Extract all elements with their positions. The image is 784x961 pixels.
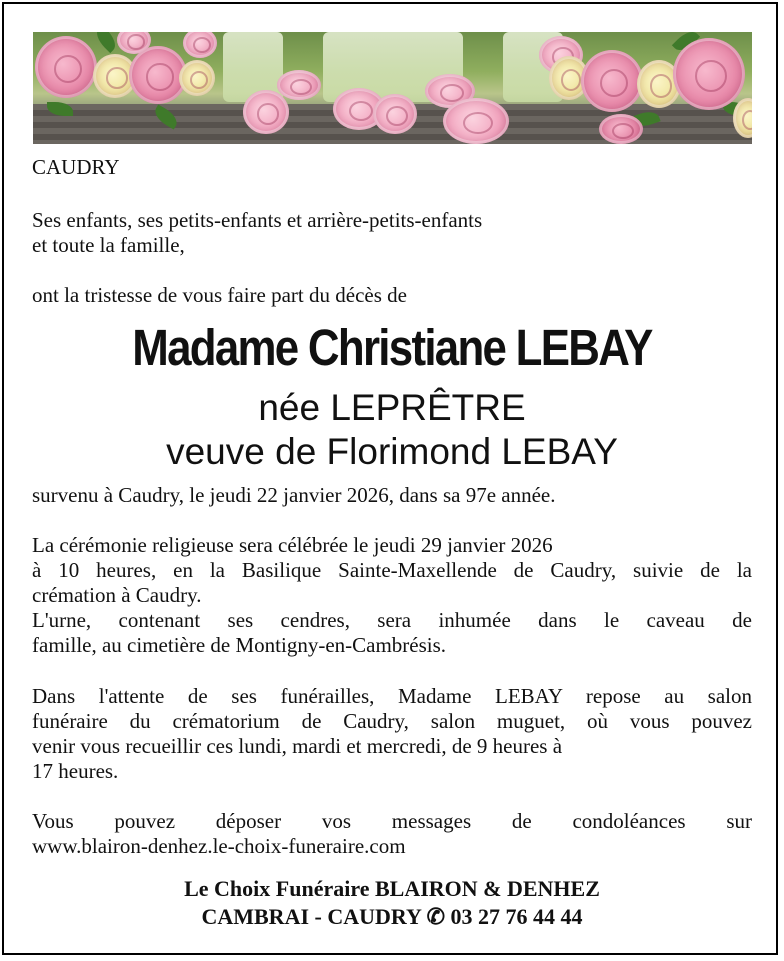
ceremony-line-4: L'urne, contenant ses cendres, sera inhumée dans le caveau de [32,608,752,632]
condolences-url[interactable]: www.blairon-denhez.le-choix-funeraire.com [32,834,406,858]
death-info: survenu à Caudry, le jeudi 22 janvier 2026, dans sa 97e année. [32,483,556,507]
deceased-name: Madame Christiane LEBAY [132,319,652,376]
location-heading: CAUDRY [32,155,120,179]
viewing-line-3: venir vous recueillir ces lundi, mardi et mercredi, de 9 heures à [32,734,563,758]
funeral-home-contact: CAMBRAI - CAUDRY ✆ 03 27 76 44 44 [201,904,583,929]
maiden-name: née LEPRÊTRE [258,387,526,428]
viewing-line-2: funéraire du crématorium de Caudry, salon muguet, où vous pouvez [32,709,752,733]
family-line-1: Ses enfants, ses petits-enfants et arrière-petits-enfants [32,208,483,232]
announcement-text: ont la tristesse de vous faire part du décès de [32,283,407,307]
ceremony-line-3: crémation à Caudry. [32,583,202,607]
viewing-line-1: Dans l'attente de ses funérailles, Madame LEBAY repose au salon [32,684,752,708]
ceremony-line-2: à 10 heures, en la Basilique Sainte-Maxellende de Caudry, suivie de la [32,558,752,582]
viewing-line-4: 17 heures. [32,759,119,783]
ceremony-line-1: La cérémonie religieuse sera célébrée le jeudi 29 janvier 2026 [32,533,553,557]
widow-of: veuve de Florimond LEBAY [166,431,618,472]
roses-banner-image [33,32,752,144]
family-line-2: et toute la famille, [32,233,185,257]
condolences-line-1: Vous pouvez déposer vos messages de condoléances sur [32,809,752,833]
ceremony-line-5: famille, au cimetière de Montigny-en-Cambrésis. [32,633,447,657]
funeral-home-name: Le Choix Funéraire BLAIRON & DENHEZ [184,876,600,901]
